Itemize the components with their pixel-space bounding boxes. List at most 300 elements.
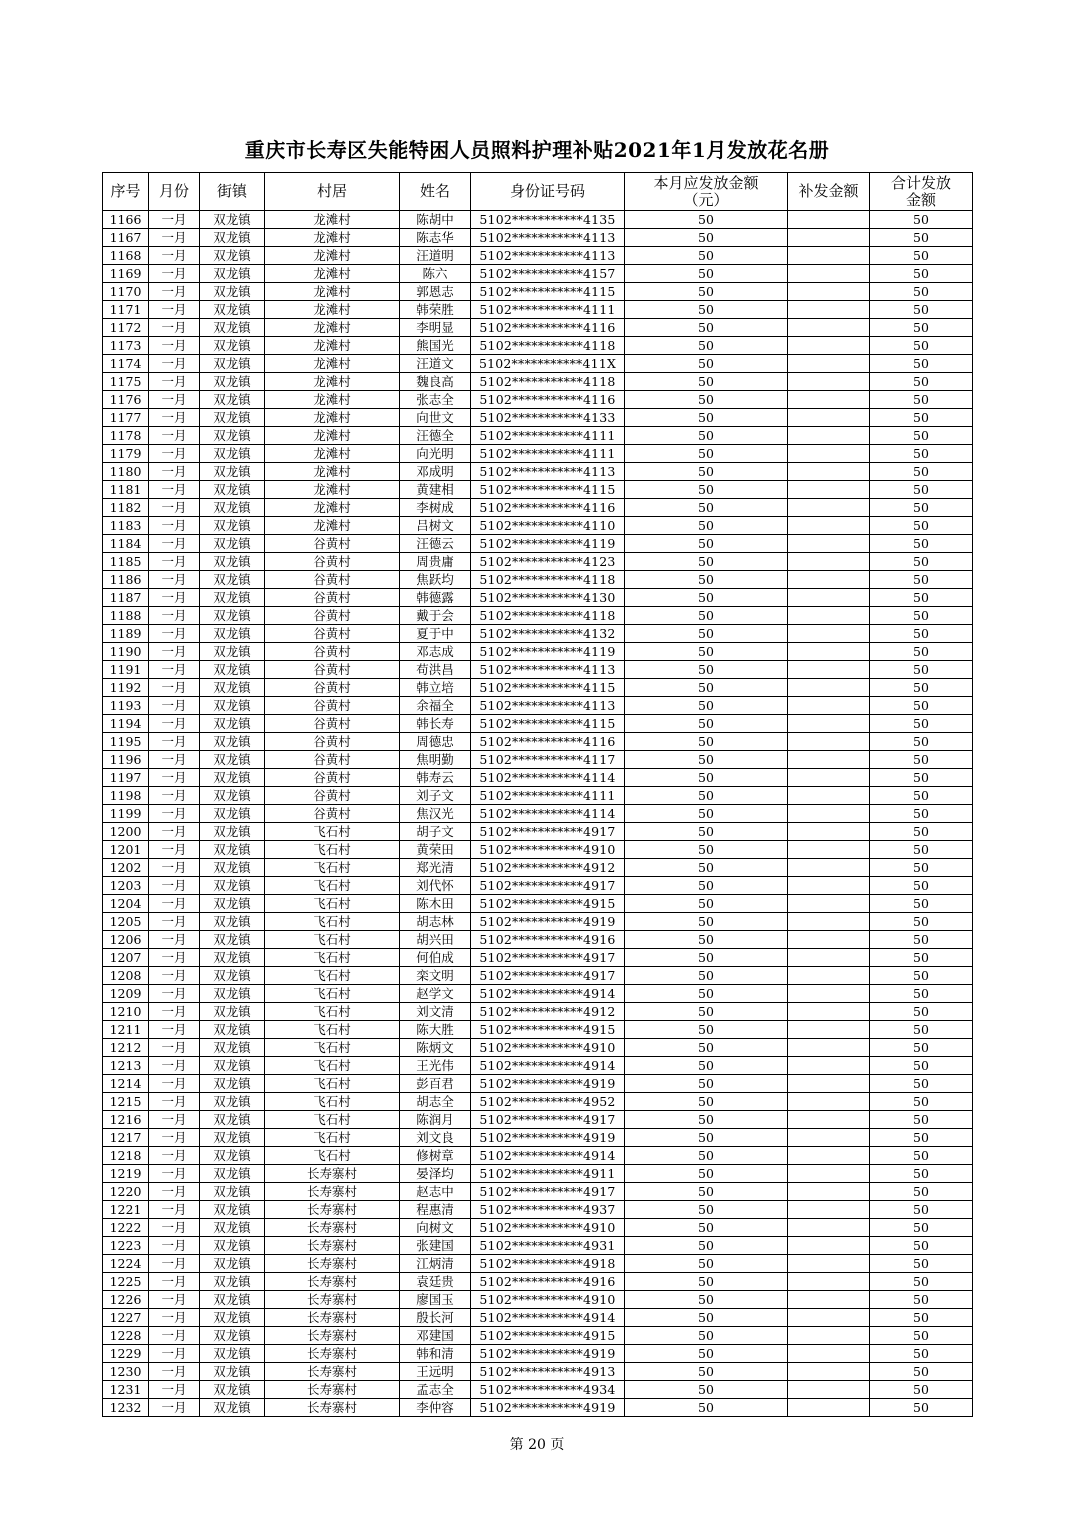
cell-village: 飞石村 [265, 1129, 400, 1147]
cell-town: 双龙镇 [200, 1399, 265, 1417]
cell-name: 焦明勤 [400, 751, 471, 769]
cell-id-number: 5102***********4133 [471, 409, 625, 427]
cell-id-number: 5102***********4111 [471, 787, 625, 805]
cell-town: 双龙镇 [200, 1237, 265, 1255]
cell-seq: 1184 [103, 535, 149, 553]
table-row [103, 373, 973, 391]
table-row [103, 751, 973, 769]
cell-id-number: 5102***********4917 [471, 823, 625, 841]
cell-amount-due: 50 [625, 1381, 788, 1399]
cell-total: 50 [870, 841, 973, 859]
cell-town: 双龙镇 [200, 445, 265, 463]
cell-supplement [788, 409, 870, 427]
cell-name: 王远明 [400, 1363, 471, 1381]
table-row [103, 265, 973, 283]
cell-supplement [788, 319, 870, 337]
cell-name: 向世文 [400, 409, 471, 427]
cell-id-number: 5102***********4135 [471, 211, 625, 229]
cell-seq: 1212 [103, 1039, 149, 1057]
cell-supplement [788, 445, 870, 463]
cell-id-number: 5102***********4914 [471, 985, 625, 1003]
cell-total: 50 [870, 697, 973, 715]
cell-name: 刘代怀 [400, 877, 471, 895]
cell-supplement [788, 1309, 870, 1327]
cell-total: 50 [870, 1327, 973, 1345]
cell-town: 双龙镇 [200, 625, 265, 643]
page-number: 第 20 页 [509, 1437, 565, 1453]
cell-id-number: 5102***********4111 [471, 427, 625, 445]
cell-village: 龙滩村 [265, 445, 400, 463]
cell-amount-due: 50 [625, 499, 788, 517]
cell-supplement [788, 355, 870, 373]
cell-id-number: 5102***********4118 [471, 607, 625, 625]
cell-amount-due: 50 [625, 1363, 788, 1381]
cell-supplement [788, 1327, 870, 1345]
cell-supplement [788, 625, 870, 643]
cell-seq: 1200 [103, 823, 149, 841]
cell-month: 一月 [149, 1345, 200, 1363]
table-row [103, 715, 973, 733]
cell-amount-due: 50 [625, 949, 788, 967]
cell-seq: 1194 [103, 715, 149, 733]
cell-total: 50 [870, 1129, 973, 1147]
cell-town: 双龙镇 [200, 481, 265, 499]
cell-town: 双龙镇 [200, 949, 265, 967]
cell-id-number: 5102***********4132 [471, 625, 625, 643]
cell-month: 一月 [149, 859, 200, 877]
table-header-row [103, 173, 973, 211]
table-row [103, 535, 973, 553]
cell-name: 刘文良 [400, 1129, 471, 1147]
table-row [103, 283, 973, 301]
cell-supplement [788, 301, 870, 319]
cell-name: 郑光清 [400, 859, 471, 877]
cell-seq: 1226 [103, 1291, 149, 1309]
cell-amount-due: 50 [625, 211, 788, 229]
cell-village: 长寿寨村 [265, 1399, 400, 1417]
cell-seq: 1197 [103, 769, 149, 787]
header-total-line1: 合计发放 [890, 173, 951, 192]
cell-total: 50 [870, 481, 973, 499]
table-row [103, 1129, 973, 1147]
header-town: 街镇 [200, 173, 265, 211]
table-row [103, 1093, 973, 1111]
cell-amount-due: 50 [625, 1219, 788, 1237]
cell-id-number: 5102***********4919 [471, 1399, 625, 1417]
cell-village: 飞石村 [265, 949, 400, 967]
table-row [103, 1111, 973, 1129]
cell-id-number: 5102***********4917 [471, 1111, 625, 1129]
cell-seq: 1189 [103, 625, 149, 643]
cell-village: 龙滩村 [265, 247, 400, 265]
table-row [103, 499, 973, 517]
cell-total: 50 [870, 517, 973, 535]
cell-id-number: 5102***********4919 [471, 1345, 625, 1363]
header-amount-due-line1: 本月应发放金额 [653, 173, 759, 192]
table-row [103, 859, 973, 877]
cell-amount-due: 50 [625, 571, 788, 589]
cell-id-number: 5102***********4118 [471, 571, 625, 589]
cell-supplement [788, 1129, 870, 1147]
cell-id-number: 5102***********4952 [471, 1093, 625, 1111]
cell-total: 50 [870, 445, 973, 463]
cell-supplement [788, 1039, 870, 1057]
cell-amount-due: 50 [625, 679, 788, 697]
cell-name: 陈炳文 [400, 1039, 471, 1057]
cell-id-number: 5102***********4919 [471, 1075, 625, 1093]
cell-id-number: 5102***********4119 [471, 643, 625, 661]
cell-supplement [788, 805, 870, 823]
cell-month: 一月 [149, 697, 200, 715]
cell-seq: 1222 [103, 1219, 149, 1237]
cell-id-number: 5102***********4916 [471, 1273, 625, 1291]
cell-name: 李仲容 [400, 1399, 471, 1417]
cell-name: 韩和清 [400, 1345, 471, 1363]
cell-town: 双龙镇 [200, 265, 265, 283]
cell-name: 汪道文 [400, 355, 471, 373]
table-row [103, 1147, 973, 1165]
cell-town: 双龙镇 [200, 1039, 265, 1057]
cell-village: 飞石村 [265, 1147, 400, 1165]
cell-name: 何伯成 [400, 949, 471, 967]
cell-name: 李树成 [400, 499, 471, 517]
cell-id-number: 5102***********4115 [471, 283, 625, 301]
cell-total: 50 [870, 373, 973, 391]
cell-amount-due: 50 [625, 661, 788, 679]
table-row [103, 481, 973, 499]
cell-amount-due: 50 [625, 481, 788, 499]
cell-month: 一月 [149, 733, 200, 751]
cell-name: 焦汉光 [400, 805, 471, 823]
cell-seq: 1232 [103, 1399, 149, 1417]
cell-total: 50 [870, 265, 973, 283]
cell-month: 一月 [149, 1183, 200, 1201]
cell-name: 郭恩志 [400, 283, 471, 301]
cell-seq: 1168 [103, 247, 149, 265]
cell-village: 龙滩村 [265, 319, 400, 337]
cell-id-number: 5102***********4157 [471, 265, 625, 283]
cell-supplement [788, 247, 870, 265]
cell-town: 双龙镇 [200, 913, 265, 931]
cell-town: 双龙镇 [200, 211, 265, 229]
cell-id-number: 5102***********411X [471, 355, 625, 373]
cell-amount-due: 50 [625, 625, 788, 643]
cell-amount-due: 50 [625, 229, 788, 247]
cell-village: 长寿寨村 [265, 1291, 400, 1309]
cell-name: 汪德全 [400, 427, 471, 445]
cell-name: 陈志华 [400, 229, 471, 247]
cell-town: 双龙镇 [200, 1147, 265, 1165]
cell-month: 一月 [149, 211, 200, 229]
cell-total: 50 [870, 1291, 973, 1309]
cell-total: 50 [870, 247, 973, 265]
cell-seq: 1195 [103, 733, 149, 751]
cell-total: 50 [870, 319, 973, 337]
cell-total: 50 [870, 283, 973, 301]
table-row [103, 1327, 973, 1345]
cell-seq: 1183 [103, 517, 149, 535]
cell-seq: 1216 [103, 1111, 149, 1129]
cell-id-number: 5102***********4915 [471, 1021, 625, 1039]
cell-village: 龙滩村 [265, 463, 400, 481]
cell-amount-due: 50 [625, 373, 788, 391]
cell-village: 谷黄村 [265, 607, 400, 625]
header-village: 村居 [265, 173, 400, 211]
table-row [103, 391, 973, 409]
table-row [103, 985, 973, 1003]
cell-seq: 1213 [103, 1057, 149, 1075]
cell-id-number: 5102***********4914 [471, 1147, 625, 1165]
table-row [103, 571, 973, 589]
cell-id-number: 5102***********4116 [471, 733, 625, 751]
cell-seq: 1218 [103, 1147, 149, 1165]
cell-id-number: 5102***********4917 [471, 1183, 625, 1201]
cell-id-number: 5102***********4130 [471, 589, 625, 607]
cell-village: 谷黄村 [265, 733, 400, 751]
cell-amount-due: 50 [625, 1201, 788, 1219]
table-row [103, 769, 973, 787]
cell-name: 栾文明 [400, 967, 471, 985]
cell-supplement [788, 337, 870, 355]
cell-amount-due: 50 [625, 553, 788, 571]
cell-id-number: 5102***********4123 [471, 553, 625, 571]
cell-seq: 1178 [103, 427, 149, 445]
cell-name: 晏泽均 [400, 1165, 471, 1183]
cell-village: 谷黄村 [265, 643, 400, 661]
cell-name: 刘子文 [400, 787, 471, 805]
cell-town: 双龙镇 [200, 607, 265, 625]
cell-total: 50 [870, 859, 973, 877]
cell-id-number: 5102***********4915 [471, 895, 625, 913]
table-row [103, 967, 973, 985]
cell-seq: 1229 [103, 1345, 149, 1363]
cell-month: 一月 [149, 1093, 200, 1111]
cell-town: 双龙镇 [200, 517, 265, 535]
cell-month: 一月 [149, 751, 200, 769]
header-month: 月份 [149, 173, 200, 211]
cell-seq: 1180 [103, 463, 149, 481]
cell-supplement [788, 571, 870, 589]
header-supplement: 补发金额 [788, 173, 870, 211]
table-row [103, 679, 973, 697]
cell-town: 双龙镇 [200, 589, 265, 607]
cell-town: 双龙镇 [200, 409, 265, 427]
cell-village: 长寿寨村 [265, 1363, 400, 1381]
cell-seq: 1217 [103, 1129, 149, 1147]
cell-village: 谷黄村 [265, 769, 400, 787]
cell-id-number: 5102***********4116 [471, 499, 625, 517]
cell-village: 飞石村 [265, 1093, 400, 1111]
cell-name: 王光伟 [400, 1057, 471, 1075]
cell-total: 50 [870, 1039, 973, 1057]
cell-village: 龙滩村 [265, 391, 400, 409]
cell-town: 双龙镇 [200, 391, 265, 409]
cell-seq: 1170 [103, 283, 149, 301]
cell-village: 飞石村 [265, 1039, 400, 1057]
cell-supplement [788, 481, 870, 499]
cell-amount-due: 50 [625, 427, 788, 445]
cell-seq: 1185 [103, 553, 149, 571]
cell-village: 龙滩村 [265, 427, 400, 445]
cell-amount-due: 50 [625, 1399, 788, 1417]
cell-name: 刘文清 [400, 1003, 471, 1021]
table-row [103, 1399, 973, 1417]
cell-town: 双龙镇 [200, 1363, 265, 1381]
cell-village: 谷黄村 [265, 751, 400, 769]
header-id-number: 身份证号码 [471, 173, 625, 211]
cell-supplement [788, 283, 870, 301]
cell-seq: 1214 [103, 1075, 149, 1093]
cell-town: 双龙镇 [200, 841, 265, 859]
cell-name: 黄建相 [400, 481, 471, 499]
cell-supplement [788, 913, 870, 931]
cell-total: 50 [870, 679, 973, 697]
cell-village: 长寿寨村 [265, 1219, 400, 1237]
roster-table [102, 172, 973, 1417]
cell-name: 周德忠 [400, 733, 471, 751]
cell-seq: 1167 [103, 229, 149, 247]
cell-town: 双龙镇 [200, 1165, 265, 1183]
cell-seq: 1207 [103, 949, 149, 967]
cell-month: 一月 [149, 1237, 200, 1255]
cell-amount-due: 50 [625, 463, 788, 481]
cell-month: 一月 [149, 463, 200, 481]
cell-month: 一月 [149, 319, 200, 337]
cell-amount-due: 50 [625, 1165, 788, 1183]
cell-month: 一月 [149, 1039, 200, 1057]
cell-month: 一月 [149, 337, 200, 355]
cell-name: 黄荣田 [400, 841, 471, 859]
cell-amount-due: 50 [625, 283, 788, 301]
cell-id-number: 5102***********4910 [471, 1219, 625, 1237]
cell-village: 长寿寨村 [265, 1327, 400, 1345]
cell-amount-due: 50 [625, 931, 788, 949]
cell-supplement [788, 499, 870, 517]
cell-supplement [788, 787, 870, 805]
header-name: 姓名 [400, 173, 471, 211]
table-row [103, 949, 973, 967]
cell-month: 一月 [149, 589, 200, 607]
cell-supplement [788, 463, 870, 481]
cell-seq: 1202 [103, 859, 149, 877]
cell-amount-due: 50 [625, 697, 788, 715]
cell-seq: 1187 [103, 589, 149, 607]
cell-month: 一月 [149, 985, 200, 1003]
cell-month: 一月 [149, 1075, 200, 1093]
cell-town: 双龙镇 [200, 643, 265, 661]
cell-supplement [788, 1291, 870, 1309]
cell-id-number: 5102***********4914 [471, 1057, 625, 1075]
cell-name: 周贵庸 [400, 553, 471, 571]
cell-supplement [788, 733, 870, 751]
table-row [103, 337, 973, 355]
cell-village: 谷黄村 [265, 661, 400, 679]
cell-village: 龙滩村 [265, 517, 400, 535]
cell-id-number: 5102***********4114 [471, 769, 625, 787]
table-row [103, 229, 973, 247]
cell-town: 双龙镇 [200, 499, 265, 517]
cell-total: 50 [870, 589, 973, 607]
cell-total: 50 [870, 1075, 973, 1093]
cell-month: 一月 [149, 481, 200, 499]
cell-amount-due: 50 [625, 355, 788, 373]
cell-name: 吕树文 [400, 517, 471, 535]
cell-month: 一月 [149, 247, 200, 265]
cell-total: 50 [870, 949, 973, 967]
cell-amount-due: 50 [625, 769, 788, 787]
cell-village: 长寿寨村 [265, 1201, 400, 1219]
cell-town: 双龙镇 [200, 1309, 265, 1327]
cell-amount-due: 50 [625, 445, 788, 463]
cell-id-number: 5102***********4910 [471, 841, 625, 859]
cell-town: 双龙镇 [200, 1183, 265, 1201]
cell-village: 谷黄村 [265, 535, 400, 553]
cell-id-number: 5102***********4910 [471, 1291, 625, 1309]
cell-amount-due: 50 [625, 1255, 788, 1273]
cell-supplement [788, 1165, 870, 1183]
cell-amount-due: 50 [625, 265, 788, 283]
cell-village: 谷黄村 [265, 571, 400, 589]
cell-total: 50 [870, 931, 973, 949]
cell-village: 飞石村 [265, 859, 400, 877]
cell-seq: 1221 [103, 1201, 149, 1219]
cell-month: 一月 [149, 877, 200, 895]
cell-month: 一月 [149, 787, 200, 805]
cell-supplement [788, 823, 870, 841]
cell-amount-due: 50 [625, 1111, 788, 1129]
cell-supplement [788, 391, 870, 409]
cell-supplement [788, 1147, 870, 1165]
cell-id-number: 5102***********4919 [471, 1129, 625, 1147]
cell-town: 双龙镇 [200, 769, 265, 787]
cell-month: 一月 [149, 949, 200, 967]
cell-seq: 1173 [103, 337, 149, 355]
cell-id-number: 5102***********4912 [471, 1003, 625, 1021]
cell-month: 一月 [149, 625, 200, 643]
cell-amount-due: 50 [625, 733, 788, 751]
cell-total: 50 [870, 607, 973, 625]
cell-month: 一月 [149, 967, 200, 985]
cell-seq: 1175 [103, 373, 149, 391]
cell-name: 戴于会 [400, 607, 471, 625]
cell-supplement [788, 697, 870, 715]
table-row [103, 301, 973, 319]
cell-id-number: 5102***********4118 [471, 337, 625, 355]
cell-amount-due: 50 [625, 1291, 788, 1309]
cell-total: 50 [870, 805, 973, 823]
cell-amount-due: 50 [625, 985, 788, 1003]
cell-supplement [788, 949, 870, 967]
cell-total: 50 [870, 769, 973, 787]
cell-supplement [788, 427, 870, 445]
table-row [103, 697, 973, 715]
table-row [103, 1183, 973, 1201]
cell-seq: 1208 [103, 967, 149, 985]
cell-name: 向光明 [400, 445, 471, 463]
cell-town: 双龙镇 [200, 787, 265, 805]
cell-amount-due: 50 [625, 535, 788, 553]
cell-village: 龙滩村 [265, 229, 400, 247]
cell-supplement [788, 769, 870, 787]
cell-village: 谷黄村 [265, 697, 400, 715]
cell-seq: 1230 [103, 1363, 149, 1381]
cell-id-number: 5102***********4915 [471, 1327, 625, 1345]
cell-village: 长寿寨村 [265, 1381, 400, 1399]
cell-name: 苟洪昌 [400, 661, 471, 679]
cell-month: 一月 [149, 661, 200, 679]
cell-supplement [788, 985, 870, 1003]
table-row [103, 733, 973, 751]
